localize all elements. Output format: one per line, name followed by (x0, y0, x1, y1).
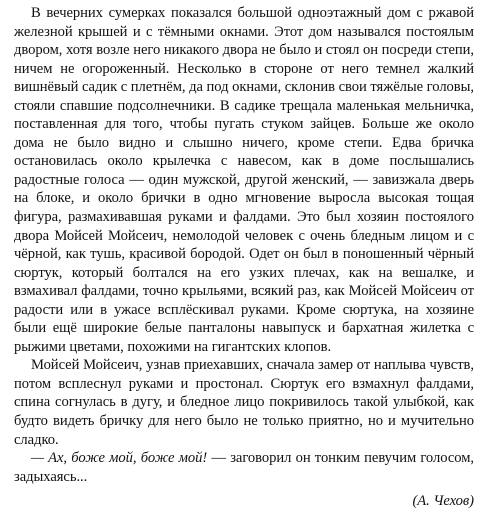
paragraph-1: В вечерних сумерках показался большой одноэтажный дом с ржавой железной крышей и с тёмными окнами. Этот дом назывался постоялым двором, хотя возле него никакого двора не было и стоял он посреди степи, ничем не огороженный. Несколько в стороне от него темнел жалкий вишнёвый садик с плетнём, да под окнами, склонив свои тяжёлые головы, стояли спавшие подсолнечники. В садике трещала маленькая мельничка, поставленная для того, чтобы пугать стуком зайцев. Больше же около дома не было видно и слышно ничего, кроме степи. Едва бричка остановилась около крылечка с навесом, как в доме послышались радостные голоса — один мужской, другой женский, — завизжала дверь на блоке, и около брички в одно мгновение выросла высокая тощая фигура, размахивавшая руками и фалдами. Это был хозяин постоялого двора Мойсей Мойсеич, немолодой человек с очень бледным лицом и с чёрной, как тушь, красивой бородой. Одет он был в поношенный чёрный сюртук, который болтался на его узких плечах, как на вешалке, и взмахивал фалдами, точно крыльями, всякий раз, как Мойсей Мойсеич от радости или в ужасе всплёскивал руками. Кроме сюртука, на хозяине были ещё широкие белые панталоны навыпуск и бархатная жилетка с рыжими цветами, похожими на гигантских клопов. (14, 5, 474, 355)
document-page (14, 4, 474, 511)
quote-paragraph (14, 449, 474, 486)
paragraph-2: Мойсей Мойсеич, узнав приехавших, сначала замер от наплыва чувств, потом всплеснул руками и простонал. Сюртук его взмахнул фалдами, спина согнулась в дугу, и бледное лицо покривилось такой улыбкой, как будто видеть бричку для него было не только приятно, но и мучительно сладко. (14, 357, 474, 448)
quote-speech: — Ах, боже мой, боже мой! (31, 450, 208, 467)
author-attribution: (А. Чехов) (412, 493, 474, 510)
quote-rest: — заговорил он тонким певучим голосом, задыхаясь... (14, 450, 474, 485)
